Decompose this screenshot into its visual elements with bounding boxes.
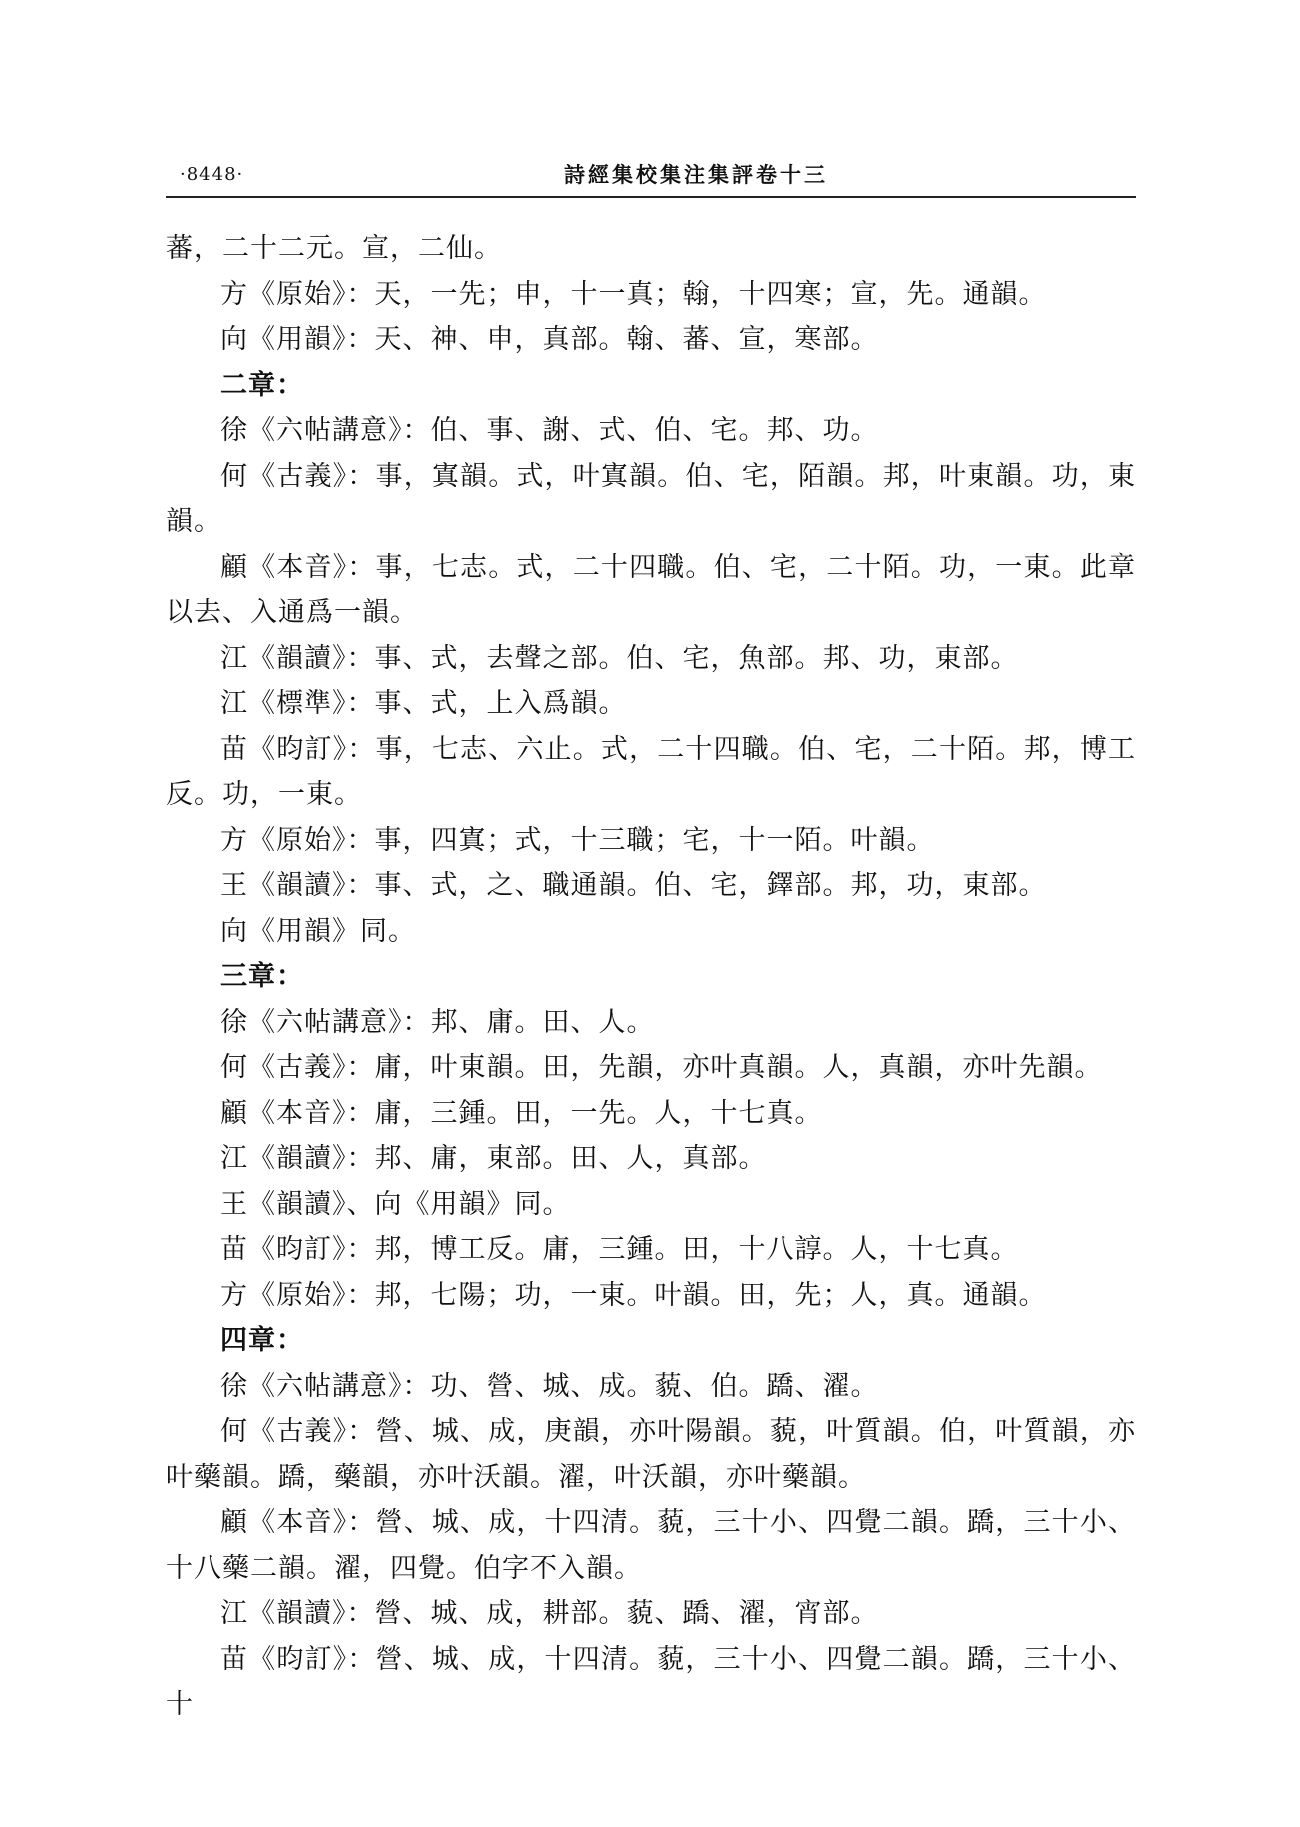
paragraph: 徐《六帖講意》：功、營、城、成。藐、伯。蹻、濯。	[220, 1370, 879, 1402]
running-title: 詩經集校集注集評卷十三	[564, 162, 828, 187]
paragraph: 江《韻讀》：營、城、成，耕部。藐、蹻、濯，宵部。	[220, 1598, 879, 1629]
paragraph: 顧《本音》：庸，三鍾。田，一先。人，十七真。	[220, 1097, 823, 1129]
paragraph: 徐《六帖講意》：邦、庸。田、人。	[220, 1006, 655, 1038]
paragraph: 方《原始》：邦，七陽；功，一東。叶韻。田，先；人，真。通韻。	[220, 1279, 1047, 1311]
paragraph: 顧《本音》：營、城、成，十四清。藐，三十小、四覺二韻。蹻，三十小、十八藥二韻。濯，四覺。伯字不入韻。	[166, 1507, 1136, 1584]
paragraph: 江《標準》：事、式，上入爲韻。	[220, 688, 627, 719]
paragraph: 何《古義》：庸，叶東韻。田，先韻，亦叶真韻。人，真韻，亦叶先韻。	[220, 1052, 1103, 1083]
body-text	[166, 226, 1136, 1728]
paragraph: 何《古義》：營、城、成，庚韻，亦叶陽韻。藐，叶質韻。伯，叶質韻，亦叶藥韻。蹻，藥韻，亦叶沃韻。濯，叶沃韻，亦叶藥韻。	[166, 1416, 1136, 1493]
paragraph: 苗《昀訂》：營、城、成，十四清。藐，三十小、四覺二韻。蹻，三十小、十	[166, 1643, 1136, 1720]
paragraph: 苗《昀訂》：事，七志、六止。式，二十四職。伯、宅，二十陌。邦，博工反。功，一東。	[166, 733, 1136, 810]
paragraph: 王《韻讀》：事、式，之、職通韻。伯、宅，鐸部。邦，功，東部。	[220, 870, 1047, 901]
page-number: ·8448·	[180, 164, 244, 185]
paragraph: 方《原始》：事，四寘；式，十三職；宅，十一陌。叶韻。	[220, 824, 935, 856]
section-heading: 二章：	[220, 369, 304, 401]
paragraph: 向《用韻》同。	[220, 915, 416, 947]
paragraph: 蕃，二十二元。宣，二仙。	[166, 233, 502, 264]
paragraph: 徐《六帖講意》：伯、事、謝、式、伯、宅。邦、功。	[220, 415, 879, 446]
paragraph: 顧《本音》：事，七志。式，二十四職。伯、宅，二十陌。功，一東。此章以去、入通爲一韻。	[166, 551, 1136, 628]
section-heading: 四章：	[220, 1325, 304, 1356]
paragraph: 向《用韻》：天、神、申，真部。翰、蕃、宣，寒部。	[220, 324, 879, 355]
page-header	[166, 158, 1136, 192]
header-rule	[166, 196, 1136, 198]
paragraph: 江《韻讀》：邦、庸，東部。田、人，真部。	[220, 1143, 767, 1174]
paragraph: 何《古義》：事，寘韻。式，叶寘韻。伯、宅，陌韻。邦，叶東韻。功，東韻。	[166, 460, 1136, 537]
paragraph: 王《韻讀》、向《用韻》同。	[220, 1188, 571, 1220]
paragraph: 苗《昀訂》：邦，博工反。庸，三鍾。田，十八諄。人，十七真。	[220, 1234, 1019, 1265]
paragraph: 江《韻讀》：事、式，去聲之部。伯、宅，魚部。邦、功，東部。	[220, 642, 1019, 674]
section-heading: 三章：	[220, 961, 304, 992]
paragraph: 方《原始》：天，一先；申，十一真；翰，十四寒；宣，先。通韻。	[220, 278, 1047, 310]
